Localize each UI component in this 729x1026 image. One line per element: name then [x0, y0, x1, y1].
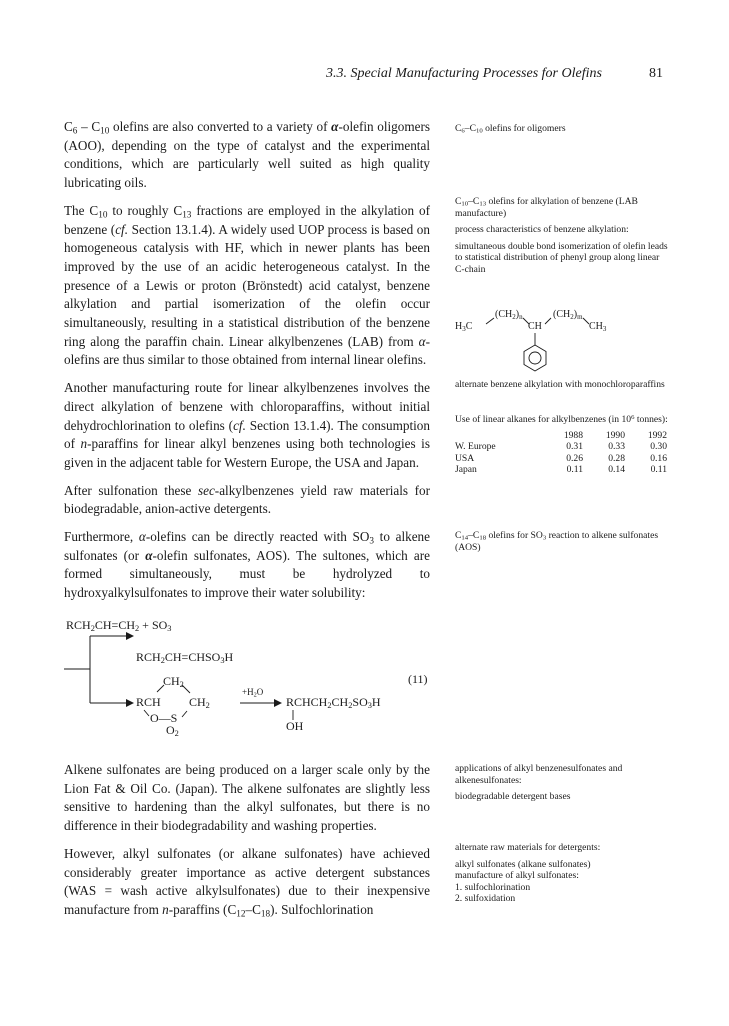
struct-h3c: $H_3C$ [455, 321, 473, 333]
eq-sultone-rch: RCH [136, 695, 161, 709]
struct-ch2n: $(CH_2)_n$ [495, 309, 523, 321]
consumption-caption: Use of linear alkanes for alkylbenzenes (in $10^6$ tonnes): [455, 413, 668, 425]
reaction-equation [64, 618, 444, 752]
eq-product-alkenesulfonic: $RCH_2CH=CHSO_3H$ [136, 650, 234, 666]
side-note-lab: $C_{10}-C_{13}$ olefins for alkylation of benzene (LAB manufacture) [455, 196, 638, 219]
side-note-sulfoxidation: 2. sulfoxidation [455, 893, 516, 905]
table-row: Japan 0.11 0.14 0.11 [455, 464, 667, 476]
paragraph-lab: The $C_{10}$ to roughly $C_{13}$ fractions are employed in the alkylation of benzene (cf. Section 13.1.4). A widely used UOP process is based on homogeneous catalysis with HF, which in newer plants has been improved by the use of an acidic heterogeneous catalyst. In the presence of a Lewis or proton (Brönstedt) acid catalyst, benzene alkylation and partial isomerization of the olefin occur simultaneously, resulting in a statistical distribution of the benzene ring along the paraffin chain. Linear alkylbenzenes (LAB) from α-olefins are thus similar to those obtained from internal linear olefins. [64, 202, 430, 368]
side-note-alkyl-sulfonates: alkyl sulfonates (alkane sulfonates) [455, 858, 591, 870]
side-notes-applications [455, 763, 668, 803]
side-note-alternate-raw: alternate raw materials for detergents: [455, 842, 601, 853]
benzene-ring [455, 311, 665, 381]
main-column-upper [64, 118, 430, 612]
lab-structure [455, 311, 665, 381]
side-note-chloroparaffins: alternate benzene alkylation with monochloroparaffins [455, 379, 665, 390]
table-row: USA 0.26 0.28 0.16 [455, 452, 667, 464]
side-note-process: process characteristics of benzene alkylation: [455, 224, 629, 236]
paragraph-alkyl-sulfonates: However, alkyl sulfonates (or alkane sulfonates) have achieved considerably greater importance as active detergent substances (WAS = wash active alkylsulfonates) due to their inexpensive manufacture from n-paraffins $(C_{12}-C_{18})$. Sulfochlorination [64, 845, 430, 919]
side-note-aos: $C_{14}-C_{18}$ olefins for $SO_3$ reaction to alkene sulfonates (AOS) [455, 530, 659, 553]
consumption-table [455, 430, 667, 476]
side-note-oligomers: $C_6-C_{10}$ olefins for oligomers [455, 123, 566, 135]
eq-sultone-ch2-top: $CH_2$ [163, 674, 184, 690]
eq-reagent-water: $+H_2O$ [242, 687, 264, 699]
running-title: 3.3. Special Manufacturing Processes for Olefins [326, 66, 602, 81]
paragraph-chloroparaffins: Another manufacturing route for linear alkylbenzenes involves the direct alkylation of benzene with chloroparaffins, without initial dehydrochlorination to olefins (cf. Section 13.1.4). The consumption of n-paraffins for linear alkyl benzenes using both technologies is given in the adjacent table for Western Europe, the USA and Japan. [64, 380, 430, 470]
paragraph-lion-fat: Alkene sulfonates are being produced on a larger scale only by the Lion Fat & Oil Co. (Japan). The alkene sulfonates are slightly less sensitive to hardening than the alkyl sulfonates, but there is no difference in their biodegradability and washing properties. [64, 762, 430, 834]
paragraph-aoo: $C_6 - C_{10}$ olefins are also converted to a variety of α-olefin oligomers (AOO), depending on the type of catalyst and the experimental conditions, which are particularly well suited as high quality lubricating oils. [64, 119, 430, 191]
eq-product-oh: OH [286, 719, 304, 733]
running-header [0, 66, 729, 86]
eq-reactant: $RCH_2CH=CH_2 + SO_3$ [66, 618, 172, 634]
side-note-detergent-bases: biodegradable detergent bases [455, 791, 571, 803]
page-number: 81 [649, 66, 663, 81]
side-notes-alkylation [455, 196, 668, 276]
side-note-applications: applications of alkyl benzenesulfonates and alkenesulfonates: [455, 763, 623, 786]
struct-ch: CH [528, 321, 542, 332]
paragraph-sulfonation: After sulfonation these sec-alkylbenzenes yield raw materials for biodegradable, anion-active detergents. [64, 482, 430, 517]
main-column-lower [64, 761, 430, 920]
side-notes-raw-materials [455, 842, 668, 905]
year-1988: 1988 [563, 429, 583, 441]
side-note-consumption [455, 414, 668, 476]
struct-ch3: $CH_3$ [589, 321, 607, 333]
table-row: W. Europe 0.31 0.33 0.30 [455, 441, 667, 453]
paragraph-aos: Furthermore, α-olefins can be directly reacted with $SO_3$ to alkene sulfonates (or α-olefin sulfonates, AOS). The sultones, which are formed simultaneously, must be hydrolyzed to hydroxyalkylsulfonates to improve their water solubility: [64, 529, 431, 601]
side-note-manufacture: manufacture of alkyl sulfonates: [455, 870, 579, 882]
eq-sultone-ch2-right: $CH_2$ [189, 695, 210, 711]
side-note-isomerization: simultaneous double bond isomerization of olefin leads to statistical distribution of phenyl group along linear C-chain [455, 240, 668, 275]
struct-ch2m: $(CH_2)_m$ [553, 309, 583, 321]
eq-product-hydroxysulfonate: $RCHCH_2CH_2SO_3H$ [286, 695, 381, 711]
eq-sultone-os: O—S [150, 711, 178, 725]
side-note-sulfochlorination: 1. sulfochlorination [455, 881, 531, 893]
eq-sultone-o2: $O_2$ [166, 723, 179, 739]
table-header-row [455, 430, 667, 442]
year-1992: 1992 [647, 429, 667, 441]
equation-number: (11) [408, 672, 428, 686]
year-1990: 1990 [605, 429, 625, 441]
